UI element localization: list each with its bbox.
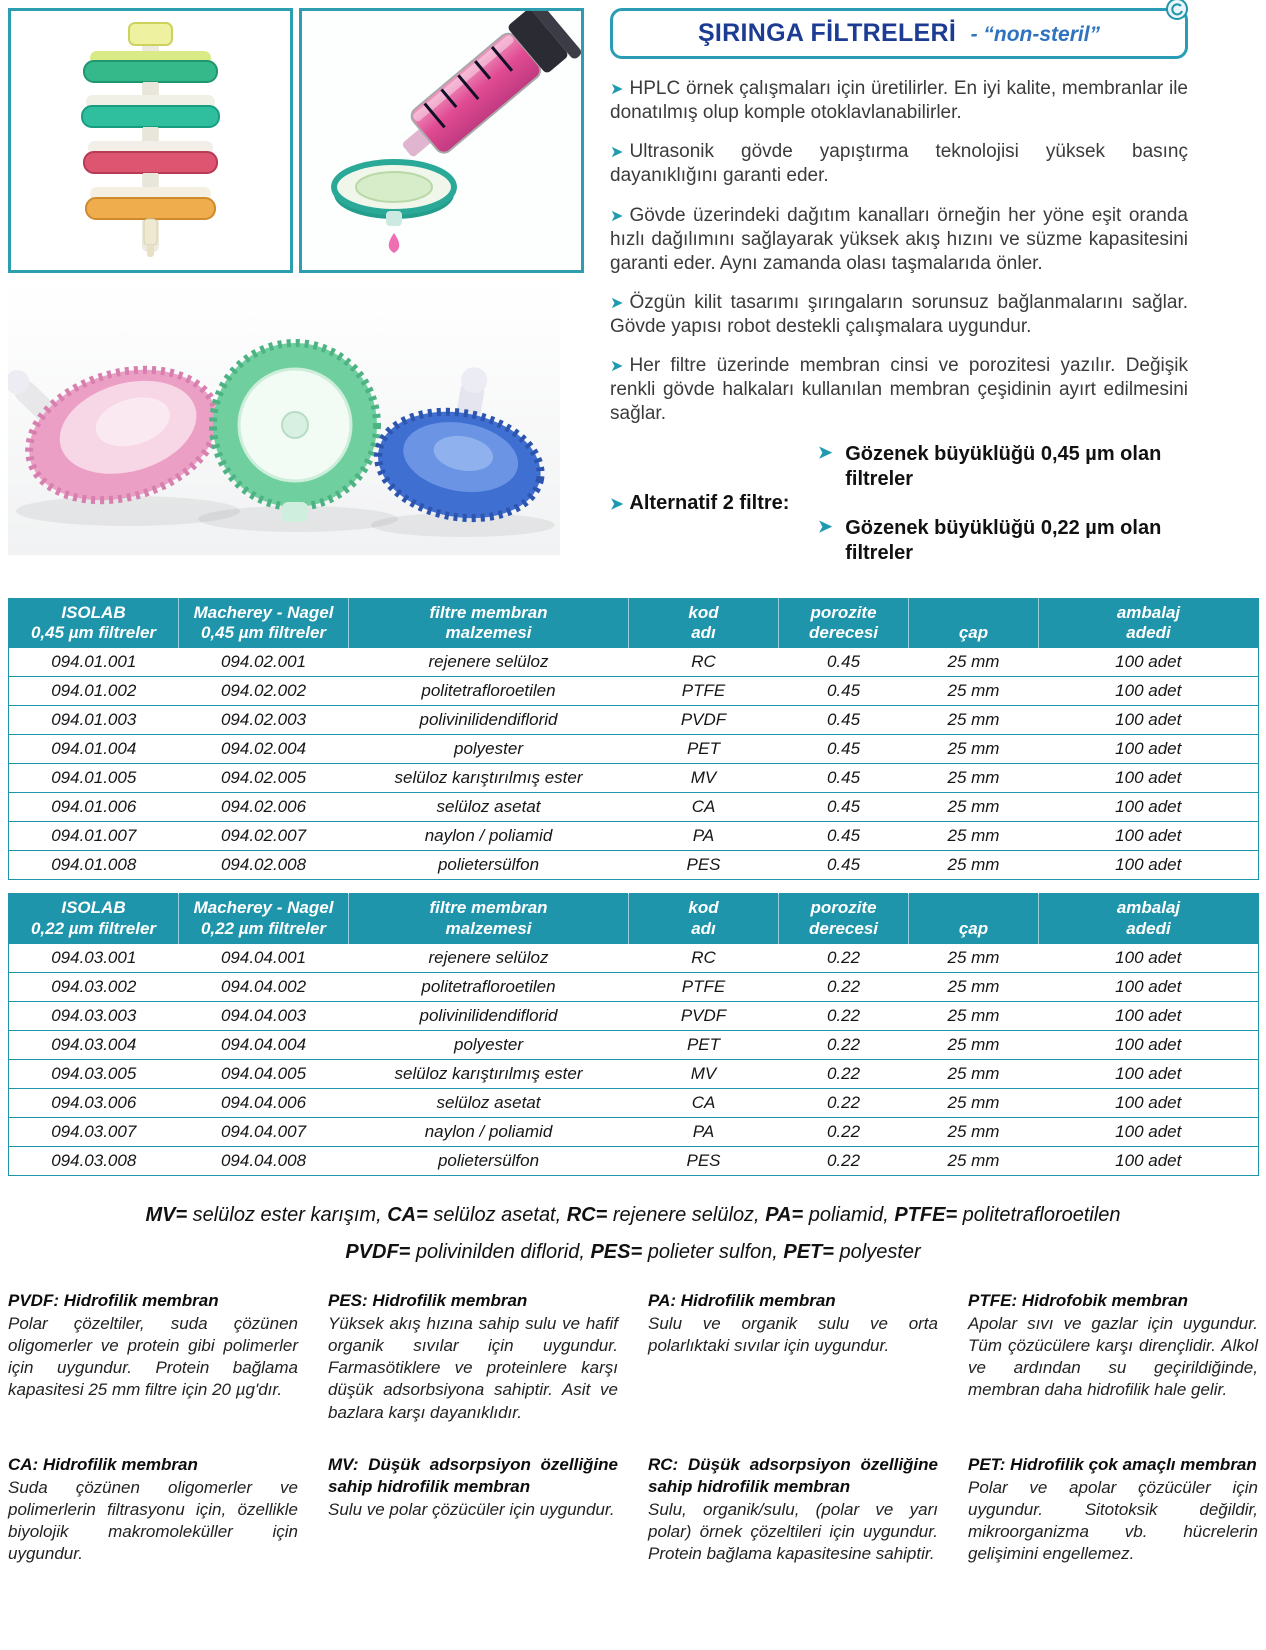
table-cell: 25 mm bbox=[909, 1031, 1039, 1060]
membrane-body: Yüksek akış hızına sahip sulu ve hafif organik sıvılar için uygundur. Farmasötiklere ve proteinlere karşı düşük adsorbsiyona sahiptir. Asit ve bazlara karşı dayanıklıdır. bbox=[328, 1314, 618, 1422]
table-cell: polietersülfon bbox=[349, 851, 629, 880]
table-row bbox=[9, 1002, 1259, 1031]
table-cell: 094.02.008 bbox=[179, 851, 349, 880]
table-cell: rejenere selüloz bbox=[349, 648, 629, 677]
table-cell: naylon / poliamid bbox=[349, 1118, 629, 1147]
table-cell: PES bbox=[629, 1147, 779, 1176]
feature-bullet: ➤ Her filtre üzerinde membran cinsi ve porozitesi yazılır. Değişik renkli gövde halkaları kullanılan membran çeşidinin ayırt edilmesini sağlar. bbox=[610, 355, 1188, 425]
table-cell: 0.22 bbox=[779, 973, 909, 1002]
table-cell: 094.02.007 bbox=[179, 822, 349, 851]
table-cell: 094.03.002 bbox=[9, 973, 179, 1002]
table-cell: PVDF bbox=[629, 1002, 779, 1031]
table-header-cell bbox=[349, 894, 629, 944]
table-cell: 0.45 bbox=[779, 648, 909, 677]
legend-code: PET= bbox=[783, 1241, 834, 1264]
table-cell: 094.01.003 bbox=[9, 706, 179, 735]
membrane-body: Polar çözeltiler, suda çözünen oligomerler ve protein gibi polimerler için uygundur. Protein bağlama kapasitesi 25 mm filtre için 20 µg'dır. bbox=[8, 1314, 298, 1400]
header-line: çap bbox=[958, 918, 989, 938]
header-line: ISOLAB bbox=[61, 602, 126, 622]
filter-stack-illustration bbox=[11, 11, 290, 270]
table-cell: polyester bbox=[349, 1031, 629, 1060]
table-row bbox=[9, 735, 1259, 764]
legend-code: MV= bbox=[145, 1204, 188, 1227]
table-cell: 094.03.007 bbox=[9, 1118, 179, 1147]
table-cell: 0.22 bbox=[779, 1002, 909, 1031]
table-cell: 094.04.004 bbox=[179, 1031, 349, 1060]
table-cell: 094.03.003 bbox=[9, 1002, 179, 1031]
header-line: 0,45 µm filtreler bbox=[200, 622, 327, 642]
table-cell: 094.01.008 bbox=[9, 851, 179, 880]
arrow-icon: ➤ bbox=[818, 516, 833, 536]
table-cell: 094.02.002 bbox=[179, 677, 349, 706]
table-body bbox=[9, 648, 1259, 880]
membrane-body: Sulu, organik/sulu, (polar ve yarı polar) örnek çözeltileri için uygundur. Protein bağlama kapasitesine sahiptir. bbox=[648, 1499, 938, 1563]
syringe-filter-illustration bbox=[302, 11, 581, 270]
membrane-description bbox=[8, 1454, 298, 1565]
table-cell: 0.45 bbox=[779, 822, 909, 851]
alternative-option bbox=[818, 516, 1186, 566]
table-cell: 25 mm bbox=[909, 764, 1039, 793]
table-header-row bbox=[9, 894, 1259, 944]
intro-column bbox=[610, 8, 1188, 566]
membrane-body: Suda çözünen oligomerler ve polimerlerin filtrasyonu için, özellikle biyolojik makromoleküller için uygundur. bbox=[8, 1477, 298, 1563]
table-cell: 094.01.004 bbox=[9, 735, 179, 764]
header-line: ambalaj bbox=[1116, 602, 1181, 622]
header-line: filtre membran bbox=[429, 602, 548, 622]
table-header-cell bbox=[1039, 598, 1259, 648]
header-line: adı bbox=[691, 622, 716, 642]
membrane-descriptions bbox=[8, 1290, 1258, 1565]
table-cell: 25 mm bbox=[909, 706, 1039, 735]
table-cell: 100 adet bbox=[1039, 1118, 1259, 1147]
table-cell: rejenere selüloz bbox=[349, 944, 629, 973]
membrane-description bbox=[328, 1454, 618, 1565]
table-cell: 094.04.001 bbox=[179, 944, 349, 973]
table-cell: 25 mm bbox=[909, 822, 1039, 851]
header-line: ISOLAB bbox=[61, 898, 126, 918]
top-section bbox=[8, 8, 1258, 566]
feature-bullet: ➤ Özgün kilit tasarımı şırıngaların sorunsuz bağlanmalarını sağlar. Gövde yapısı robot destekli çalışmalara uygundur. bbox=[610, 291, 1188, 337]
feature-list bbox=[610, 77, 1188, 427]
header-line: malzemesi bbox=[445, 622, 532, 642]
table-cell: polivinilidendiflorid bbox=[349, 706, 629, 735]
table-cell: 094.04.007 bbox=[179, 1118, 349, 1147]
table-header-cell bbox=[1039, 894, 1259, 944]
table-cell: 094.04.008 bbox=[179, 1147, 349, 1176]
table-cell: PA bbox=[629, 1118, 779, 1147]
table-cell: 25 mm bbox=[909, 648, 1039, 677]
table-header-row bbox=[9, 598, 1259, 648]
table-header-cell bbox=[909, 894, 1039, 944]
table-row bbox=[9, 1031, 1259, 1060]
table-cell: 100 adet bbox=[1039, 1031, 1259, 1060]
table-header-cell bbox=[349, 598, 629, 648]
page-title: ŞIRINGA FİLTRELERİ bbox=[697, 19, 957, 47]
table-cell: naylon / poliamid bbox=[349, 822, 629, 851]
membrane-description bbox=[328, 1290, 618, 1424]
table-cell: 25 mm bbox=[909, 1147, 1039, 1176]
legend-line-1: MV= selüloz ester karışım, CA= selüloz asetat, RC= rejenere selüloz, PA= poliamid, PTFE= politetrafloroetilen bbox=[145, 1204, 1121, 1227]
table-cell: PET bbox=[629, 735, 779, 764]
table-cell: 0.45 bbox=[779, 793, 909, 822]
header-line: adedi bbox=[1126, 918, 1171, 938]
alternatives-section bbox=[610, 442, 1188, 566]
legend-line-2: PVDF= polivinilden diflorid, PES= polieter sulfon, PET= polyester bbox=[345, 1241, 921, 1264]
feature-bullet: ➤ Gövde üzerindeki dağıtım kanalları örneğin her yöne eşit oranda hızlı dağılımını sağlayarak yüksek akış hızını ve süzme kapasitesini garanti eder. Aynı zamanda olası taşmalarıda önler. bbox=[610, 204, 1188, 274]
table-cell: 094.03.001 bbox=[9, 944, 179, 973]
table-cell: 100 adet bbox=[1039, 851, 1259, 880]
table-header-cell bbox=[629, 598, 779, 648]
table-header-cell bbox=[9, 894, 179, 944]
table-cell: 100 adet bbox=[1039, 706, 1259, 735]
table-cell: 25 mm bbox=[909, 1060, 1039, 1089]
table-row bbox=[9, 822, 1259, 851]
filter-stack-photo bbox=[8, 8, 293, 273]
table-cell: 25 mm bbox=[909, 793, 1039, 822]
table-cell: 094.04.003 bbox=[179, 1002, 349, 1031]
table-cell: 25 mm bbox=[909, 851, 1039, 880]
table-cell: PVDF bbox=[629, 706, 779, 735]
membrane-description bbox=[648, 1454, 938, 1565]
table-row bbox=[9, 1147, 1259, 1176]
table-cell: 094.04.006 bbox=[179, 1089, 349, 1118]
table-cell: 0.45 bbox=[779, 735, 909, 764]
header-line: çap bbox=[958, 622, 989, 642]
table-cell: 094.03.006 bbox=[9, 1089, 179, 1118]
header-line: malzemesi bbox=[445, 918, 532, 938]
membrane-heading: PTFE: Hidrofobik membran bbox=[968, 1291, 1189, 1311]
table-cell: 094.03.005 bbox=[9, 1060, 179, 1089]
header-line: kod bbox=[688, 898, 719, 918]
alternative-option-label: Gözenek büyüklüğü 0,22 µm olan filtreler bbox=[845, 516, 1162, 564]
membrane-body: Sulu ve organik sulu ve orta polarlıktaki sıvılar için uygundur. bbox=[648, 1314, 938, 1356]
filters-group-illustration bbox=[8, 283, 560, 555]
arrow-icon: ➤ bbox=[610, 206, 624, 225]
table-cell: CA bbox=[629, 793, 779, 822]
membrane-description bbox=[648, 1290, 938, 1424]
table-cell: politetrafloroetilen bbox=[349, 973, 629, 1002]
photo-row bbox=[8, 8, 586, 273]
table-cell: PTFE bbox=[629, 677, 779, 706]
table-cell: 0.22 bbox=[779, 1118, 909, 1147]
legend-code: PTFE= bbox=[894, 1204, 958, 1227]
table-row bbox=[9, 851, 1259, 880]
table-cell: 094.03.008 bbox=[9, 1147, 179, 1176]
table-header-cell bbox=[9, 598, 179, 648]
table-cell: 100 adet bbox=[1039, 677, 1259, 706]
header-line: filtre membran bbox=[429, 898, 548, 918]
table-cell: 100 adet bbox=[1039, 793, 1259, 822]
table-header-cell bbox=[779, 598, 909, 648]
table-cell: polivinilidendiflorid bbox=[349, 1002, 629, 1031]
table-cell: 0.45 bbox=[779, 706, 909, 735]
table-cell: 100 adet bbox=[1039, 764, 1259, 793]
arrow-icon: ➤ bbox=[610, 357, 624, 376]
brand-logo-icon bbox=[1165, 0, 1189, 26]
table-row bbox=[9, 944, 1259, 973]
table-cell: 094.03.004 bbox=[9, 1031, 179, 1060]
table-cell: 094.01.007 bbox=[9, 822, 179, 851]
table-cell: 100 adet bbox=[1039, 973, 1259, 1002]
header-line: 0,22 µm filtreler bbox=[30, 918, 157, 938]
feature-bullet: ➤ Ultrasonik gövde yapıştırma teknolojisi yüksek basınç dayanıklığını garanti eder. bbox=[610, 141, 1188, 187]
header-line: ambalaj bbox=[1116, 898, 1181, 918]
membrane-heading: RC: Düşük adsorpsiyon özelliğine sahip hidrofilik membran bbox=[648, 1454, 938, 1496]
alternatives-label: Alternatif 2 filtre: bbox=[629, 492, 790, 514]
page-subtitle: - “non-steril” bbox=[970, 23, 1101, 46]
membrane-body: Apolar sıvı ve gazlar için uygundur. Tüm çözücülere karşı dirençlidir. Alkol ve ardından su geçirildiğinde, membran daha hidrofilik hale gelir. bbox=[968, 1314, 1258, 1400]
table-cell: 0.45 bbox=[779, 677, 909, 706]
membrane-body: Sulu ve polar çözücüler için uygundur. bbox=[328, 1499, 615, 1519]
table-cell: 25 mm bbox=[909, 973, 1039, 1002]
table-cell: 094.02.003 bbox=[179, 706, 349, 735]
table-cell: PET bbox=[629, 1031, 779, 1060]
membrane-heading: PVDF: Hidrofilik membran bbox=[8, 1291, 219, 1311]
table-cell: 0.45 bbox=[779, 764, 909, 793]
table-cell: 0.22 bbox=[779, 1031, 909, 1060]
table-cell: PA bbox=[629, 822, 779, 851]
table-cell: 094.01.001 bbox=[9, 648, 179, 677]
table-cell: selüloz asetat bbox=[349, 793, 629, 822]
header-line: derecesi bbox=[809, 622, 878, 642]
table-cell: 0.22 bbox=[779, 1060, 909, 1089]
table-row bbox=[9, 677, 1259, 706]
header-line bbox=[911, 898, 1036, 918]
feature-bullet: ➤ HPLC örnek çalışmaları için üretilirler. En iyi kalite, membranlar ile donatılmış olup komple otoklavlanabilirler. bbox=[610, 78, 1188, 124]
table-row bbox=[9, 706, 1259, 735]
table-row bbox=[9, 1089, 1259, 1118]
syringe-filter-photo bbox=[299, 8, 584, 273]
alternative-option bbox=[818, 442, 1186, 492]
table-cell: 25 mm bbox=[909, 1118, 1039, 1147]
table-cell: 0.45 bbox=[779, 851, 909, 880]
membrane-body: Polar ve apolar çözücüler için uygundur. Sitotoksik değildir, mikroorganizma vb. hücrelerin gelişimini engellemez. bbox=[968, 1477, 1258, 1563]
table-body bbox=[9, 944, 1259, 1176]
arrow-icon: ➤ bbox=[610, 496, 624, 513]
table-cell: MV bbox=[629, 1060, 779, 1089]
table-row bbox=[9, 648, 1259, 677]
arrow-icon: ➤ bbox=[818, 442, 833, 462]
table-cell: 0.22 bbox=[779, 1089, 909, 1118]
table-cell: 100 adet bbox=[1039, 1002, 1259, 1031]
table-row bbox=[9, 973, 1259, 1002]
table-cell: 100 adet bbox=[1039, 648, 1259, 677]
table-header-cell bbox=[179, 598, 349, 648]
table-cell: CA bbox=[629, 1089, 779, 1118]
table-cell: 25 mm bbox=[909, 677, 1039, 706]
legend-code: PA= bbox=[765, 1204, 804, 1227]
table-cell: politetrafloroetilen bbox=[349, 677, 629, 706]
header-line: porozite bbox=[810, 898, 877, 918]
table-cell: 094.02.006 bbox=[179, 793, 349, 822]
table-row bbox=[9, 1060, 1259, 1089]
table-cell: 0.22 bbox=[779, 1147, 909, 1176]
table-cell: 100 adet bbox=[1039, 822, 1259, 851]
filters-group-photo bbox=[8, 283, 560, 555]
arrow-icon: ➤ bbox=[610, 293, 624, 312]
header-line: 0,22 µm filtreler bbox=[200, 918, 327, 938]
header-line: adı bbox=[691, 918, 716, 938]
table-header-cell bbox=[179, 894, 349, 944]
header-line: derecesi bbox=[809, 918, 878, 938]
arrow-icon: ➤ bbox=[610, 143, 624, 162]
table-cell: 094.02.001 bbox=[179, 648, 349, 677]
table-cell: selüloz asetat bbox=[349, 1089, 629, 1118]
header-line: kod bbox=[688, 602, 719, 622]
table-cell: PTFE bbox=[629, 973, 779, 1002]
table-cell: PES bbox=[629, 851, 779, 880]
table-cell: 094.02.005 bbox=[179, 764, 349, 793]
header-line bbox=[911, 603, 1036, 623]
membrane-heading: MV: Düşük adsorpsiyon özelliğine sahip hidrofilik membran bbox=[328, 1454, 618, 1496]
table-cell: 094.04.002 bbox=[179, 973, 349, 1002]
table-cell: 094.01.005 bbox=[9, 764, 179, 793]
table-cell: 100 adet bbox=[1039, 944, 1259, 973]
membrane-heading: PA: Hidrofilik membran bbox=[648, 1291, 836, 1311]
membrane-description bbox=[968, 1290, 1258, 1424]
membrane-description bbox=[8, 1290, 298, 1424]
table-cell: 25 mm bbox=[909, 944, 1039, 973]
legend bbox=[8, 1204, 1258, 1264]
table-cell: RC bbox=[629, 944, 779, 973]
table-row bbox=[9, 1118, 1259, 1147]
legend-code: RC= bbox=[566, 1204, 608, 1227]
table-header-cell bbox=[629, 894, 779, 944]
arrow-icon: ➤ bbox=[610, 80, 624, 98]
table-cell: selüloz karıştırılmış ester bbox=[349, 764, 629, 793]
legend-code: CA= bbox=[387, 1204, 428, 1227]
alternatives-label-row bbox=[610, 492, 818, 515]
table-cell: 25 mm bbox=[909, 735, 1039, 764]
filters-table-022 bbox=[8, 893, 1259, 1176]
table-cell: 094.02.004 bbox=[179, 735, 349, 764]
table-cell: selüloz karıştırılmış ester bbox=[349, 1060, 629, 1089]
table-cell: 100 adet bbox=[1039, 1060, 1259, 1089]
header-line: Macherey - Nagel bbox=[193, 898, 334, 918]
header-line: 0,45 µm filtreler bbox=[30, 622, 157, 642]
table-cell: polietersülfon bbox=[349, 1147, 629, 1176]
table-cell: 0.22 bbox=[779, 944, 909, 973]
filters-table-045 bbox=[8, 598, 1259, 881]
membrane-description bbox=[968, 1454, 1258, 1565]
table-cell: MV bbox=[629, 764, 779, 793]
page-title-box bbox=[610, 8, 1188, 59]
alternative-option-label: Gözenek büyüklüğü 0,45 µm olan filtreler bbox=[845, 442, 1162, 490]
table-cell: 100 adet bbox=[1039, 735, 1259, 764]
legend-code: PES= bbox=[590, 1241, 643, 1264]
table-cell: RC bbox=[629, 648, 779, 677]
table-cell: 25 mm bbox=[909, 1089, 1039, 1118]
photo-column bbox=[8, 8, 586, 566]
header-line: porozite bbox=[810, 602, 877, 622]
membrane-heading: CA: Hidrofilik membran bbox=[8, 1454, 198, 1474]
legend-code: PVDF= bbox=[345, 1241, 411, 1264]
membrane-heading: PES: Hidrofilik membran bbox=[328, 1291, 528, 1311]
table-row bbox=[9, 764, 1259, 793]
table-header-cell bbox=[779, 894, 909, 944]
table-cell: 094.01.006 bbox=[9, 793, 179, 822]
table-row bbox=[9, 793, 1259, 822]
table-cell: 094.01.002 bbox=[9, 677, 179, 706]
header-line: Macherey - Nagel bbox=[193, 602, 334, 622]
membrane-heading: PET: Hidrofilik çok amaçlı membran bbox=[968, 1454, 1257, 1474]
table-header-cell bbox=[909, 598, 1039, 648]
header-line: adedi bbox=[1126, 622, 1171, 642]
table-cell: 094.04.005 bbox=[179, 1060, 349, 1089]
alternatives-options bbox=[818, 442, 1186, 566]
table-cell: polyester bbox=[349, 735, 629, 764]
table-cell: 100 adet bbox=[1039, 1089, 1259, 1118]
table-cell: 100 adet bbox=[1039, 1147, 1259, 1176]
table-cell: 25 mm bbox=[909, 1002, 1039, 1031]
